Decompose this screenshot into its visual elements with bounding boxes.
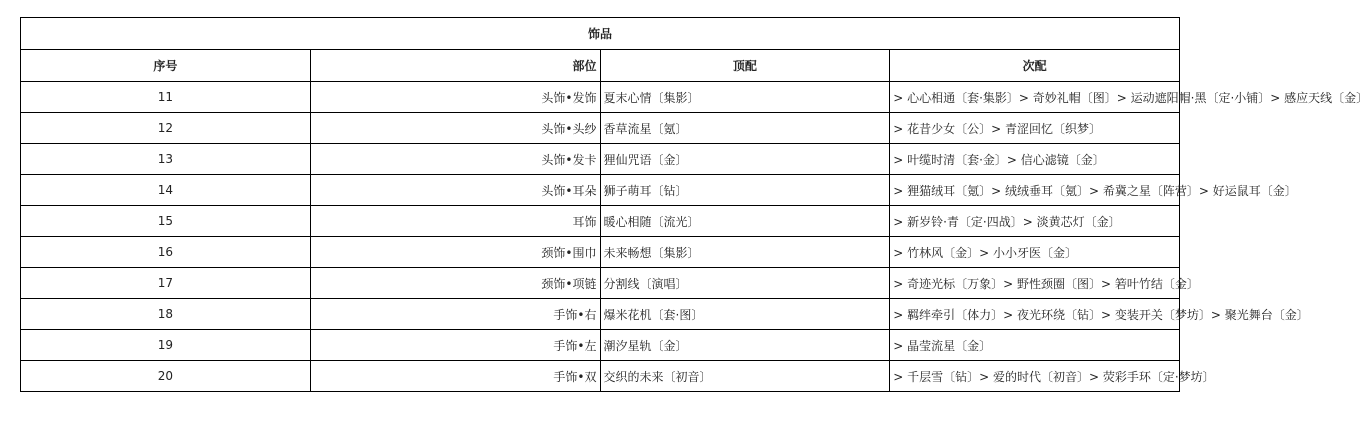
cell-part: 颈饰•围巾 [310,237,600,268]
cell-no: 13 [21,144,311,175]
cell-part: 头饰•头纱 [310,113,600,144]
cell-part: 头饰•发饰 [310,82,600,113]
table-title: 饰品 [21,18,1180,50]
cell-part: 头饰•发卡 [310,144,600,175]
header-top: 顶配 [600,50,890,82]
cell-sub: > 新岁铃·青〔定·四战〕> 淡黄芯灯〔金〕 [890,206,1180,237]
cell-top: 分割线〔演唱〕 [600,268,890,299]
table-row [21,268,1180,299]
cell-no: 17 [21,268,311,299]
cell-part: 耳饰 [310,206,600,237]
cell-sub: > 心心相通〔套·集影〕> 奇妙礼帽〔图〕> 运动遮阳帽·黑〔定·小铺〕> 感应天线〔金〕 [890,82,1180,113]
cell-top: 交织的未来〔初音〕 [600,361,890,392]
cell-part: 手饰•左 [310,330,600,361]
cell-sub: > 羁绊牵引〔体力〕> 夜光环绕〔钻〕> 变装开关〔梦坊〕> 聚光舞台〔金〕 [890,299,1180,330]
cell-no: 19 [21,330,311,361]
cell-no: 14 [21,175,311,206]
cell-top: 潮汐星轨〔金〕 [600,330,890,361]
header-no: 序号 [21,50,311,82]
header-sub: 次配 [890,50,1180,82]
cell-sub: > 千层雪〔钻〕> 爱的时代〔初音〕> 荧彩手环〔定·梦坊〕 [890,361,1180,392]
cell-top: 夏末心情〔集影〕 [600,82,890,113]
table-row [21,113,1180,144]
cell-no: 11 [21,82,311,113]
cell-part: 头饰•耳朵 [310,175,600,206]
table-row [21,361,1180,392]
accessory-table-container [20,17,1368,392]
table-row [21,237,1180,268]
cell-top: 爆米花机〔套·图〕 [600,299,890,330]
header-part: 部位 [310,50,600,82]
cell-sub: > 叶缆时清〔套·金〕> 信心滤镜〔金〕 [890,144,1180,175]
cell-no: 15 [21,206,311,237]
cell-no: 18 [21,299,311,330]
cell-top: 暖心相随〔流光〕 [600,206,890,237]
cell-top: 狸仙咒语〔金〕 [600,144,890,175]
cell-sub: > 狸猫绒耳〔氪〕> 绒绒垂耳〔氪〕> 希冀之星〔阵营〕> 好运鼠耳〔金〕 [890,175,1180,206]
cell-sub: > 奇迹光标〔万象〕> 野性颈圈〔图〕> 箬叶竹结〔金〕 [890,268,1180,299]
cell-part: 手饰•右 [310,299,600,330]
table-row [21,82,1180,113]
cell-top: 未来畅想〔集影〕 [600,237,890,268]
table-row [21,299,1180,330]
cell-part: 颈饰•项链 [310,268,600,299]
cell-sub: > 竹林风〔金〕> 小小牙医〔金〕 [890,237,1180,268]
table-row [21,206,1180,237]
table-row [21,144,1180,175]
accessory-table [20,17,1368,392]
cell-top: 香草流星〔氪〕 [600,113,890,144]
cell-top: 狮子萌耳〔钻〕 [600,175,890,206]
table-header-row [21,50,1180,82]
table-row [21,330,1180,361]
cell-no: 16 [21,237,311,268]
table-title-row [21,18,1180,50]
cell-no: 12 [21,113,311,144]
cell-no: 20 [21,361,311,392]
table-row [21,175,1180,206]
cell-sub: > 晶莹流星〔金〕 [890,330,1180,361]
cell-part: 手饰•双 [310,361,600,392]
cell-sub: > 花昔少女〔公〕> 青涩回忆〔织梦〕 [890,113,1180,144]
